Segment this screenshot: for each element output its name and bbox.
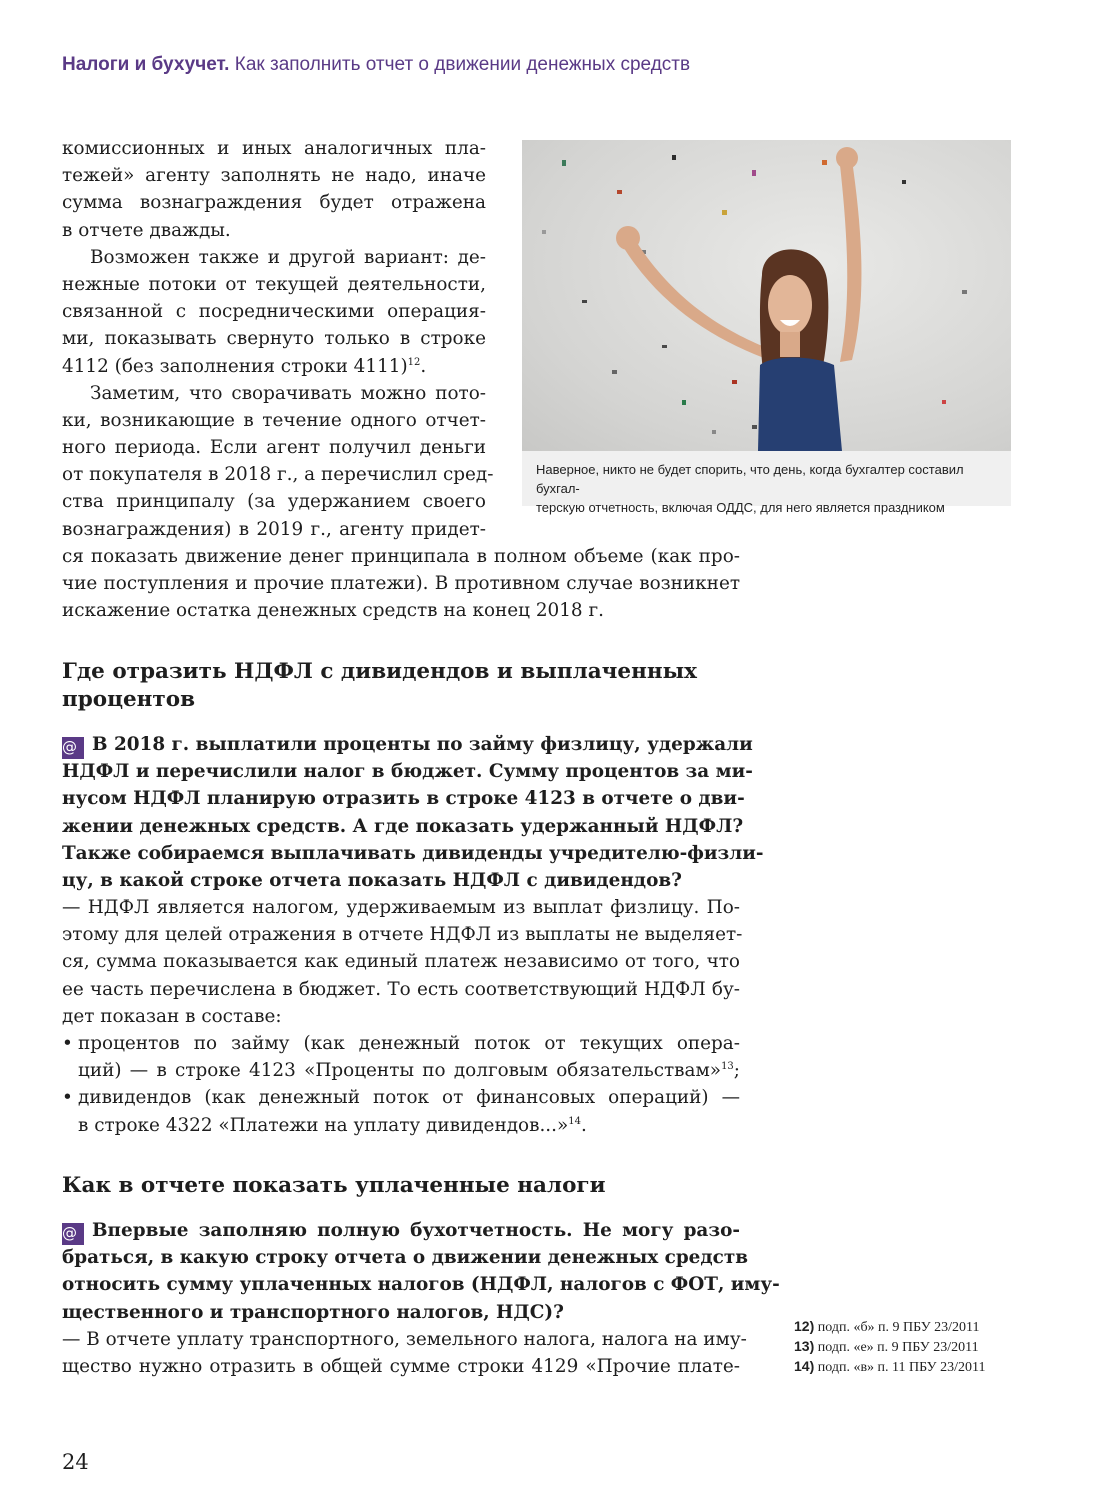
- text-line: щественного и транспортного налогов, НДС)?: [62, 1301, 564, 1323]
- heading-line: процентов: [62, 686, 196, 712]
- footnote-ref: 13: [721, 1061, 734, 1073]
- section-heading-ndfl: [62, 658, 752, 713]
- footnote-number: 13): [794, 1338, 815, 1354]
- header-title: Как заполнить отчет о движении денежных средств: [234, 54, 691, 75]
- text-line: НДФЛ и перечислили налог в бюджет. Сумму процентов за ми-: [62, 761, 753, 783]
- text-line: ства принципалу (за удержанием своего: [62, 491, 486, 513]
- at-icon: @: [62, 737, 84, 759]
- text-line: ся показать движение денег принципала в полном объеме (как про-: [62, 546, 740, 567]
- footnote-text: подп. «б» п. 9 ПБУ 23/2011: [817, 1320, 980, 1335]
- footnote-number: 14): [794, 1358, 815, 1374]
- heading-line: Где отразить НДФЛ с дивидендов и выплаченных: [62, 659, 697, 684]
- text-line: — В отчете уплату транспортного, земельного налога, налога на иму-: [62, 1329, 747, 1350]
- text-line: — НДФЛ является налогом, удерживаемым из выплат физлицу. По-: [62, 897, 740, 918]
- text-line: чие поступления и прочие платежи). В противном случае возникнет: [62, 573, 740, 595]
- left-fist: [616, 226, 640, 250]
- text-line: дивидендов (как денежный поток от финансовых операций) —: [78, 1087, 740, 1109]
- text-line: дет показан в составе:: [62, 1005, 282, 1027]
- question-ndfl: [62, 731, 764, 894]
- right-hand: [836, 147, 858, 169]
- page-number: 24: [62, 1450, 89, 1474]
- right-arm: [840, 160, 861, 362]
- left-arm: [622, 235, 784, 365]
- caption-line: Наверное, никто не будет спорить, что день, когда бухгалтер составил бухгал-: [536, 462, 964, 496]
- question-taxes: [62, 1217, 780, 1326]
- text-line: от покупателя в 2018 г., а перечислил сред-: [62, 464, 494, 486]
- neck: [780, 332, 800, 357]
- text-line: в отчете дважды.: [62, 219, 231, 241]
- answer-taxes: [62, 1326, 747, 1380]
- text-line: процентов по займу (как денежный поток от текущих опера-: [78, 1032, 740, 1054]
- text-line: комиссионных и иных аналогичных пла-: [62, 138, 486, 159]
- section-heading-taxes: [62, 1172, 752, 1200]
- bullet-item: [62, 1084, 740, 1138]
- caption-line: терскую отчетность, включая ОДДС, для него является праздником: [536, 500, 945, 515]
- woman-confetti-illustration: [522, 140, 1011, 451]
- text-line: этому для целей отражения в отчете НДФЛ из выплаты не выделяет-: [62, 924, 743, 946]
- footnote-number: 12): [794, 1318, 815, 1334]
- running-header: [62, 54, 690, 76]
- text-line: нусом НДФЛ планирую отразить в строке 4123 в отчете о дви-: [62, 788, 745, 810]
- confetti: [542, 155, 967, 434]
- celebration-photo: [522, 140, 1011, 451]
- text-line: тежей» агенту заполнять не надо, иначе: [62, 165, 486, 187]
- text-line: нежные потоки от текущей деятельности,: [62, 273, 486, 295]
- footnote-13: [794, 1338, 979, 1356]
- text-line: Возможен также и другой вариант: де-: [90, 246, 486, 268]
- footnote-text: подп. «в» п. 11 ПБУ 23/2011: [817, 1360, 986, 1375]
- footnote-12: [794, 1318, 980, 1336]
- intro-column: [62, 135, 494, 543]
- bullet-mark: •: [62, 1032, 73, 1054]
- header-section: Налоги и бухучет.: [62, 54, 230, 75]
- bullet-mark: •: [62, 1087, 73, 1109]
- text-line: 4112 (без заполнения строки 4111)$^{12}$.: [62, 355, 427, 377]
- footnote-14: [794, 1358, 985, 1376]
- text-line: вознаграждения) в 2019 г., агенту придет-: [62, 518, 486, 540]
- text-line: жении денежных средств. А где показать удержанный НДФЛ?: [62, 815, 744, 837]
- text-line: в строке 4322 «Платежи на уплату дивидендов...»$^{14}$.: [78, 1114, 587, 1136]
- photo-caption: [522, 451, 1011, 515]
- text-line: ки, возникающие в течение одного отчет-: [62, 409, 486, 431]
- text-line: ми, показывать свернуто только в строке: [62, 328, 486, 350]
- footnote-ref: 12: [407, 356, 421, 368]
- text-line: Также собираемся выплачивать дивиденды учредителю-физли-: [62, 842, 764, 864]
- text-line: @ В 2018 г. выплатили проценты по займу физлицу, удержали: [62, 731, 740, 758]
- text-line: щество нужно отразить в общей сумме строки 4129 «Прочие плате-: [62, 1356, 740, 1378]
- intro-wide: [62, 543, 740, 625]
- at-icon: @: [62, 1223, 84, 1245]
- footnote-ref: 14: [568, 1115, 581, 1127]
- text-line: ся, сумма показывается как единый платеж независимо от того, что: [62, 951, 740, 973]
- text-line: @ Впервые заполняю полную бухотчетность. Не могу разо-: [62, 1217, 740, 1244]
- text-line: относить сумму уплаченных налогов (НДФЛ, налогов с ФОТ, иму-: [62, 1274, 780, 1296]
- answer-ndfl: [62, 894, 743, 1139]
- bullet-item: [62, 1030, 740, 1084]
- text-line: Заметим, что сворачивать можно пото-: [90, 382, 486, 404]
- text-line: браться, в какую строку отчета о движении денежных средств: [62, 1247, 749, 1269]
- text-line: связанной с посредническими операция-: [62, 301, 486, 323]
- text-line: ного периода. Если агент получил деньги: [62, 437, 486, 459]
- navy-blouse: [758, 358, 842, 452]
- text-line: цу, в какой строке отчета показать НДФЛ с дивидендов?: [62, 869, 682, 891]
- text-line: ее часть перечислена в бюджет. То есть соответствующий НДФЛ бу-: [62, 978, 740, 1000]
- heading-line: Как в отчете показать уплаченные налоги: [62, 1173, 606, 1198]
- footnote-text: подп. «е» п. 9 ПБУ 23/2011: [817, 1340, 979, 1355]
- text-line: искажение остатка денежных средств на конец 2018 г.: [62, 600, 604, 622]
- text-line: ций) — в строке 4123 «Проценты по долговым обязательствам»$^{13}$;: [78, 1060, 740, 1082]
- text-line: сумма вознаграждения будет отражена: [62, 192, 486, 214]
